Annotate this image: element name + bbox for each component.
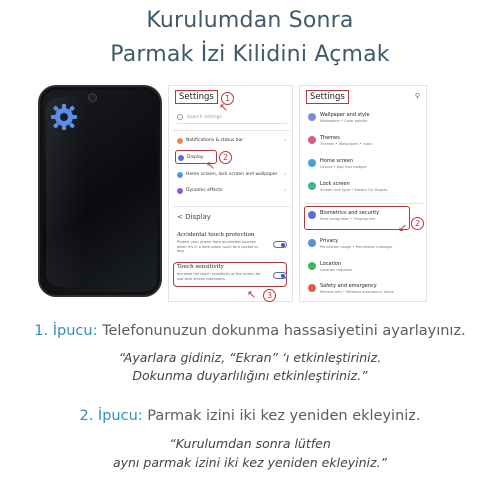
chevron-right-icon: › [283,137,286,144]
settings-header-label: Settings [310,92,345,102]
bell-icon [177,138,183,144]
menu-item-lock-screen[interactable] [306,179,423,201]
tip-2-quote-line1: “Kurulumdan sonra lütfen [169,436,331,451]
menu-item-privacy[interactable] [306,236,423,258]
search-icon [177,114,183,120]
settings-screenshot-biometrics [299,85,427,302]
page-title-line1: Kurulumdan Sonra [146,8,354,33]
search-input[interactable] [177,112,287,124]
menu-item-subtitle: Permission usage • Permission manager [320,245,393,249]
chevron-right-icon: › [283,187,286,194]
menu-item-subtitle: Wallpapers • Color palette [320,119,368,123]
emergency-icon [308,284,316,292]
menu-item-title: Privacy [320,238,339,244]
shield-icon [308,211,316,219]
menu-item-label: Home screen, lock screen and wallpaper [186,172,278,177]
page-title-line2: Parmak İzi Kilidini Açmak [110,42,390,67]
display-title [177,213,211,221]
menu-item-subtitle: Layout • App icon badges [320,165,367,169]
home-icon [177,172,183,178]
menu-item-wallpaper[interactable] [306,110,423,132]
settings-screenshot-display [168,85,293,302]
tip-1-label: 1. İpucu: [34,323,98,339]
tip-2-quote-line2: aynı parmak izini iki kez yeniden ekleyiniz.” [112,455,388,470]
effects-icon [177,188,183,194]
menu-item-subtitle: Screen lock type • Always On Display [320,188,388,192]
menu-item-dynamic-effects[interactable] [175,184,288,198]
search-placeholder: Search settings [187,115,222,120]
menu-item-home-screen[interactable] [306,156,423,178]
header-actions [415,92,420,100]
setting-title-touch-sensitivity: Touch sensitivity [177,264,224,270]
display-icon [178,155,184,161]
menu-item-label: Dynamic effects [186,188,223,193]
tip-1-text: Telefonunuzun dokunma hassasiyetini ayarlayınız. [102,323,466,339]
palette-icon [308,113,316,121]
toggle-knob [281,243,285,247]
step-number-2: 2 [411,217,424,230]
menu-item-label: Display [187,155,204,160]
menu-item-title: Location [320,261,342,267]
menu-item-location[interactable] [306,259,423,281]
step-arrow: ↖ [206,159,216,172]
phone-illustration [38,85,162,297]
divider [173,206,290,207]
setting-title-accidental-touch: Accidental touch protection [177,232,255,238]
menu-item-title: Safety and emergency [320,283,377,289]
step-arrow: ↖ [219,101,229,114]
tip-1-heading [0,323,500,339]
gear-icon [50,103,78,131]
tip-1-quote-line1: “Ayarlara gidiniz, “Ekran” ‘ı etkinleştiriniz. [118,350,382,365]
home-icon [308,159,316,167]
lock-icon [308,182,316,190]
settings-header[interactable] [306,90,349,104]
tip-2-label: 2. İpucu: [79,408,143,424]
settings-header-label: Settings [179,92,214,102]
menu-item-notifications[interactable] [175,134,288,148]
menu-item-title: Lock screen [320,181,350,187]
themes-icon [308,136,316,144]
chevron-right-icon: › [283,171,286,178]
menu-item-label: Notifications & status bar [186,138,244,143]
location-icon [308,262,316,270]
menu-item-title: Biometrics and security [320,210,380,216]
step-arrow: ↙ [398,221,408,234]
touch-sensitivity-toggle[interactable] [273,272,287,279]
setting-desc-accidental-touch: Protect your phone from accidental touches when it's in a dark place, such as a pocket or bag. [177,240,259,254]
tip-2-text: Parmak izini iki kez yeniden ekleyiniz. [147,408,421,424]
step-number-2: 2 [219,151,232,164]
back-icon[interactable]: < [177,213,183,221]
menu-item-subtitle: Face recognition • Fingerprints [320,217,376,221]
search-icon[interactable]: ⚲ [414,92,420,100]
settings-header[interactable] [175,90,218,104]
menu-item-subtitle: Themes • Wallpapers • Icons [320,142,373,146]
accidental-touch-toggle[interactable] [273,241,287,248]
phone-camera [88,93,97,102]
step-number-1: 1 [221,92,234,105]
display-title-label: Display [185,213,211,221]
step-arrow: ↖ [247,288,257,301]
toggle-knob [281,274,285,278]
step-number-3: 3 [263,289,276,302]
menu-item-safety[interactable] [306,281,423,303]
setting-desc-touch-sensitivity: Increase the touch sensitivity of the screen for use with screen protectors. [177,272,261,281]
menu-item-subtitle: Medical info • Wireless emergency alerts [320,290,394,294]
privacy-icon [308,239,316,247]
menu-item-subtitle: Location requests [320,268,352,272]
menu-item-themes[interactable] [306,133,423,155]
menu-item-title: Themes [320,135,340,141]
menu-item-title: Wallpaper and style [320,112,370,118]
tip-1-quote-line2: Dokunma duyarlılığını etkinleştiriniz.” [132,368,368,383]
tip-2-heading [0,408,500,424]
menu-item-title: Home screen [320,158,353,164]
menu-item-home-screen[interactable] [175,168,288,182]
divider [304,203,424,204]
divider [173,130,290,131]
